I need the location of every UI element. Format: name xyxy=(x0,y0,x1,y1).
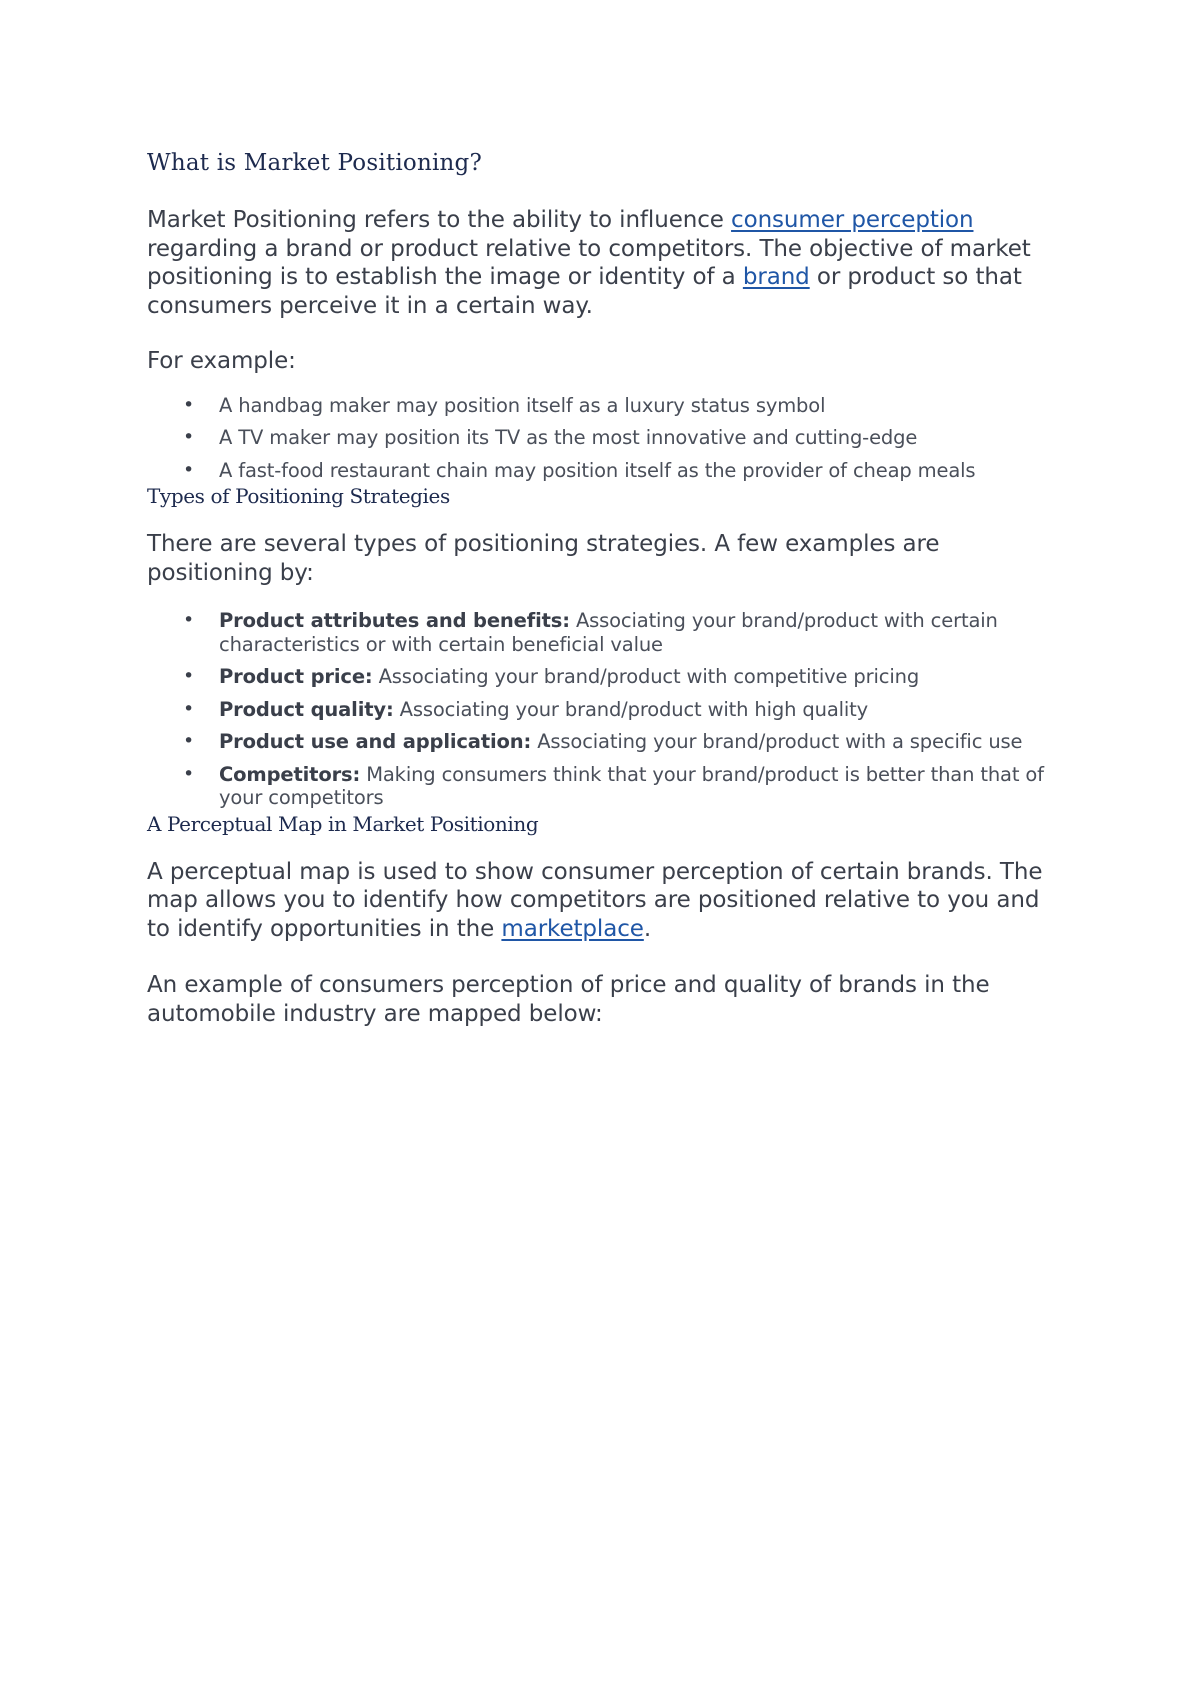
list-item xyxy=(147,459,1067,483)
link-marketplace[interactable]: marketplace xyxy=(501,915,644,942)
bullet-icon: • xyxy=(183,426,195,448)
paragraph-perceptual-map xyxy=(147,858,1067,944)
examples-list xyxy=(147,394,1067,483)
strategies-list xyxy=(147,609,1067,810)
strategy-term: Competitors: xyxy=(219,762,361,786)
heading-perceptual-map: A Perceptual Map in Market Positioning xyxy=(147,811,539,836)
definition-text-3: or product so that consumers perceive it in a certain way. xyxy=(147,264,1022,319)
bullet-icon: • xyxy=(183,609,195,631)
definition-text-1: Market Positioning refers to the ability to influence xyxy=(147,207,732,233)
link-brand[interactable]: brand xyxy=(742,264,810,290)
list-item xyxy=(147,665,1067,689)
list-item xyxy=(147,394,1067,418)
perceptual-map-text-2: . xyxy=(643,915,652,942)
definition-text-2: regarding a brand or product relative to competitors. The objective of market positioning is to establish the image or identity of a xyxy=(147,235,1031,290)
list-item xyxy=(147,426,1067,450)
strategy-term: Product use and application: xyxy=(219,730,532,753)
link-consumer-perception[interactable]: consumer perception xyxy=(731,207,974,233)
bullet-icon: • xyxy=(183,458,195,481)
bullet-icon: • xyxy=(183,762,195,785)
bullet-icon: • xyxy=(183,665,195,687)
strategy-description: Associating your brand/product with high quality xyxy=(393,697,869,721)
document-page xyxy=(147,146,1067,1056)
bullet-icon: • xyxy=(183,393,195,416)
example-text: A fast-food restaurant chain may position itself as the provider of cheap meals xyxy=(219,458,976,482)
bullet-icon: • xyxy=(183,697,195,720)
bullet-icon: • xyxy=(183,730,195,752)
strategy-description: Associating your brand/product with competitive pricing xyxy=(372,665,920,688)
strategy-term: Product price: xyxy=(219,665,373,688)
example-text: A TV maker may position its TV as the most innovative and cutting-edge xyxy=(219,426,918,449)
paragraph-strategies-intro: There are several types of positioning strategies. A few examples are positioning by: xyxy=(147,531,940,586)
list-item xyxy=(147,609,1067,656)
heading-types-of-positioning-strategies: Types of Positioning Strategies xyxy=(147,484,450,508)
strategy-term: Product attributes and benefits: xyxy=(219,609,570,632)
perceptual-map-text-1: A perceptual map is used to show consumer perception of certain brands. The map allows you to identify how competitors are positioned relative to you and to identify opportunities in the xyxy=(147,858,1043,942)
paragraph-definition xyxy=(147,206,1067,320)
strategy-description: Making consumers think that your brand/product is better than that of your competitors xyxy=(219,762,1044,809)
strategy-term: Product quality: xyxy=(219,697,394,721)
strategy-description: Associating your brand/product with certain characteristics or with certain beneficial value xyxy=(219,609,998,656)
paragraph-for-example: For example: xyxy=(147,348,296,374)
list-item xyxy=(147,698,1067,722)
paragraph-automobile-example: An example of consumers perception of price and quality of brands in the automobile industry are mapped below: xyxy=(147,972,990,1027)
heading-what-is-market-positioning: What is Market Positioning? xyxy=(147,150,482,176)
list-item xyxy=(147,730,1067,754)
list-item xyxy=(147,763,1067,810)
strategy-description: Associating your brand/product with a specific use xyxy=(531,730,1023,753)
example-text: A handbag maker may position itself as a luxury status symbol xyxy=(219,393,826,417)
